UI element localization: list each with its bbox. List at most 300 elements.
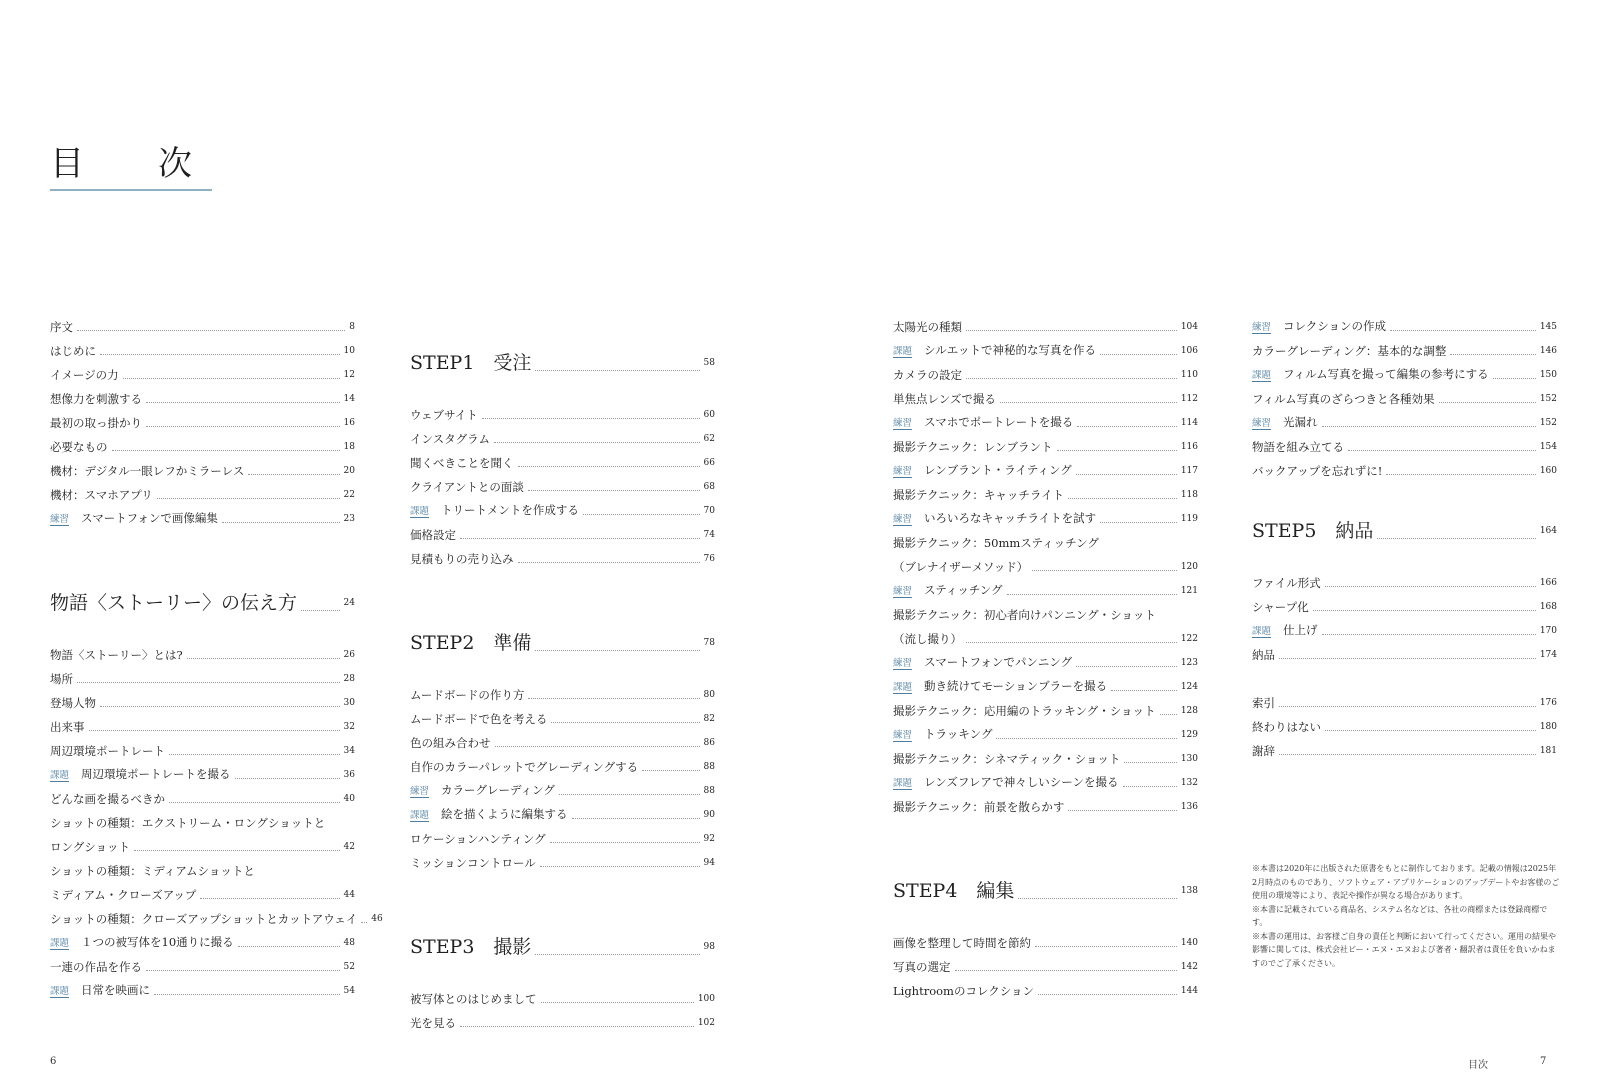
- toc-page-number: 88: [703, 762, 715, 772]
- toc-entry-text: ミディアム・クローズアップ: [50, 888, 197, 902]
- toc-page-number: 22: [343, 490, 355, 500]
- toc-entry-label: [1252, 623, 1318, 638]
- dot-leader: [1313, 610, 1536, 611]
- note-2: ※本書に記載されている商品名、システム名などは、各社の商標または登録商標です。: [1252, 904, 1548, 927]
- toc-section-heading: [410, 918, 715, 958]
- toc-entry: [410, 846, 715, 870]
- toc-entry-text: STEP4 編集: [893, 880, 1015, 902]
- toc-entry: [893, 430, 1198, 454]
- toc-entry-label: [893, 560, 1028, 574]
- toc-entry-text: 索引: [1252, 696, 1275, 710]
- toc-entry: [410, 798, 715, 822]
- toc-entry: [410, 726, 715, 750]
- toc-entry-text: 物語を組み立てる: [1252, 440, 1344, 454]
- toc-entry-label: [1252, 440, 1344, 454]
- toc-page-number: 28: [343, 674, 355, 684]
- toc-entry-label: [410, 712, 547, 726]
- toc-entry-label: [1252, 648, 1275, 662]
- dot-leader: [1038, 994, 1177, 995]
- toc-entry-text: 太陽光の種類: [893, 320, 962, 334]
- toc-entry-label: [50, 320, 73, 334]
- toc-section-heading: [1252, 502, 1557, 542]
- toc-entry: [893, 950, 1198, 974]
- toc-entry-label: [50, 392, 142, 406]
- toc-entry: [50, 686, 355, 710]
- toc-entry: [50, 406, 355, 430]
- toc-entry-label: [50, 888, 196, 902]
- toc-entry: [50, 734, 355, 758]
- toc-column-2: [410, 310, 715, 1030]
- toc-entry: [50, 926, 355, 950]
- dot-leader: [1124, 762, 1176, 763]
- toc-entry: [410, 822, 715, 846]
- dot-leader: [134, 850, 340, 851]
- toc-entry-label: [50, 792, 165, 806]
- toc-page-number: 180: [1539, 722, 1557, 732]
- dot-leader: [100, 354, 340, 355]
- toc-page-number: 30: [343, 698, 355, 708]
- toc-entry-label: [50, 696, 96, 710]
- toc-entry-text: Lightroomのコレクション: [893, 984, 1034, 998]
- toc-entry: [50, 806, 355, 830]
- dot-leader: [1390, 330, 1536, 331]
- exercise-badge: 課題: [1252, 370, 1272, 381]
- toc-entry-text: ロングショット: [50, 840, 131, 854]
- dot-leader: [1279, 706, 1536, 707]
- toc-page-number: 168: [1539, 602, 1557, 612]
- toc-page-number: 164: [1539, 526, 1557, 536]
- toc-page-number: 32: [343, 722, 355, 732]
- toc-page-number: 82: [703, 714, 715, 724]
- dot-leader: [518, 466, 700, 467]
- toc-entry: [1252, 310, 1557, 334]
- toc-entry: [893, 694, 1198, 718]
- dot-leader: [541, 1002, 694, 1003]
- spacer: [410, 958, 715, 982]
- toc-entry: [50, 878, 355, 902]
- toc-entry: [1252, 334, 1557, 358]
- dot-leader: [528, 698, 699, 699]
- toc-entry-label: [50, 440, 108, 454]
- toc-entry: [50, 782, 355, 806]
- toc-entry-label: [410, 688, 524, 702]
- toc-entry-text: レンズフレアで神々しいシーンを撮る: [924, 775, 1119, 789]
- toc-page-number: 123: [1180, 658, 1198, 668]
- toc-entry-text: 一連の作品を作る: [50, 960, 142, 974]
- toc-entry-label: [893, 655, 1072, 670]
- toc-entry: [410, 494, 715, 518]
- toc-entry-text: 色の組み合わせ: [410, 736, 491, 750]
- toc-entry-text: トリートメントを作成する: [441, 503, 579, 517]
- dot-leader: [1325, 730, 1536, 731]
- toc-entry-label: [410, 807, 568, 822]
- toc-page-number: 132: [1180, 778, 1198, 788]
- toc-entry-label: [410, 503, 579, 518]
- spacer: [1252, 478, 1557, 502]
- dot-leader: [1386, 474, 1535, 475]
- toc-entry-text: 日常を映画に: [81, 983, 151, 997]
- toc-page-number: 130: [1180, 754, 1198, 764]
- toc-page-number: 102: [697, 1018, 715, 1028]
- toc-entry-text: 絵を描くように編集する: [441, 807, 568, 821]
- toc-entry: [1252, 566, 1557, 590]
- toc-entry-label: [410, 1016, 456, 1030]
- toc-entry-label: [893, 343, 1096, 358]
- dot-leader: [540, 866, 700, 867]
- toc-entry-text: クライアントとの面談: [410, 480, 524, 494]
- toc-entry: [893, 974, 1198, 998]
- toc-entry-label: [1252, 392, 1435, 406]
- toc-entry-text: 被写体とのはじめまして: [410, 992, 537, 1006]
- toc-entry: [1252, 710, 1557, 734]
- toc-entry-label: [893, 880, 1014, 902]
- toc-entry-label: [1252, 520, 1373, 542]
- toc-entry-text: （流し撮り）: [893, 632, 962, 646]
- toc-page-number: 16: [343, 418, 355, 428]
- toc-entry: [410, 422, 715, 446]
- toc-entry-label: [50, 488, 153, 502]
- toc-entry: [410, 678, 715, 702]
- dot-leader: [642, 770, 699, 771]
- toc-entry-label: [1252, 720, 1321, 734]
- toc-entry-text: イメージの力: [50, 368, 119, 382]
- toc-entry-text: 単焦点レンズで撮る: [893, 392, 996, 406]
- toc-entry: [1252, 590, 1557, 614]
- toc-entry: [50, 502, 355, 526]
- toc-entry: [410, 982, 715, 1006]
- dot-leader: [550, 842, 700, 843]
- toc-entry-text: ファイル形式: [1252, 576, 1321, 590]
- toc-entry-label: [50, 912, 357, 926]
- dot-leader: [1160, 714, 1177, 715]
- toc-entry: [893, 926, 1198, 950]
- toc-page-number: 128: [1180, 706, 1198, 716]
- toc-entry-label: [50, 864, 255, 878]
- toc-page-number: 34: [343, 746, 355, 756]
- toc-entry-text: 仕上げ: [1283, 623, 1318, 637]
- toc-entry-text: 機材：デジタル一眼レフかミラーレス: [50, 464, 245, 478]
- toc-entry: [893, 358, 1198, 382]
- spacer: [893, 902, 1198, 926]
- dot-leader: [112, 450, 340, 451]
- toc-entry-label: [410, 408, 478, 422]
- toc-entry-text: 光を見る: [410, 1016, 456, 1030]
- dot-leader: [301, 610, 340, 611]
- toc-entry-label: [410, 936, 531, 958]
- toc-page-number: 181: [1539, 746, 1557, 756]
- exercise-badge: 練習: [893, 466, 913, 477]
- toc-page-number: 124: [1180, 682, 1198, 692]
- toc-entry-text: 必要なもの: [50, 440, 108, 454]
- dot-leader: [535, 650, 699, 651]
- toc-entry: [1252, 406, 1557, 430]
- toc-entry-text: ショットの種類：エクストリーム・ロングショットと: [50, 816, 326, 830]
- toc-entry: [50, 950, 355, 974]
- dot-leader: [146, 426, 340, 427]
- toc-entry: [1252, 358, 1557, 382]
- toc-entry-text: インスタグラム: [410, 432, 491, 446]
- toc-page-number: 136: [1180, 802, 1198, 812]
- toc-entry-label: [50, 744, 165, 758]
- dot-leader: [494, 442, 700, 443]
- toc-page-number: 129: [1180, 730, 1198, 740]
- toc-entry: [410, 542, 715, 566]
- notes: [1252, 862, 1560, 970]
- toc-entry: [893, 670, 1198, 694]
- toc-page-number: 62: [703, 434, 715, 444]
- page-number-right: 7: [1540, 1056, 1547, 1067]
- toc-entry-label: [893, 392, 996, 406]
- toc-entry: [1252, 430, 1557, 454]
- toc-entry-label: [50, 368, 119, 382]
- toc-entry: [50, 454, 355, 478]
- toc-entry-label: [410, 783, 555, 798]
- dot-leader: [1068, 498, 1177, 499]
- toc-entry-label: [50, 648, 183, 662]
- toc-column-1: [50, 310, 383, 998]
- dot-leader: [955, 970, 1177, 971]
- toc-page-number: 74: [703, 530, 715, 540]
- dot-leader: [77, 330, 345, 331]
- toc-entry: [1252, 734, 1557, 758]
- toc-entry-label: [1252, 744, 1275, 758]
- toc-page-number: 26: [343, 650, 355, 660]
- toc-page-number: 154: [1539, 442, 1557, 452]
- toc-entry-text: ウェブサイト: [410, 408, 478, 422]
- toc-entry-text: 撮影テクニック：レンブラント: [893, 440, 1053, 454]
- toc-entry-label: [893, 415, 1073, 430]
- dot-leader: [1348, 450, 1536, 451]
- toc-page-number: 119: [1180, 514, 1198, 524]
- toc-page-number: 120: [1180, 562, 1198, 572]
- dot-leader: [996, 738, 1176, 739]
- toc-entry: [50, 638, 355, 662]
- dot-leader: [966, 642, 1177, 643]
- toc-page-number: 54: [343, 986, 355, 996]
- toc-entry: [1252, 454, 1557, 478]
- spacer: [893, 814, 1198, 862]
- toc-page-number: 100: [697, 994, 715, 1004]
- dot-leader: [1279, 658, 1536, 659]
- toc-entry: [410, 470, 715, 494]
- dot-leader: [1377, 538, 1535, 539]
- dot-leader: [1450, 354, 1535, 355]
- toc-page-number: 116: [1180, 442, 1198, 452]
- toc-entry: [410, 750, 715, 774]
- toc-entry: [50, 710, 355, 734]
- toc-entry-text: ミッションコントロール: [410, 856, 536, 870]
- toc-entry: [410, 1006, 715, 1030]
- toc-entry: [50, 310, 355, 334]
- toc-entry-text: 撮影テクニック：キャッチライト: [893, 488, 1065, 502]
- toc-entry-text: 動き続けてモーションブラーを撮る: [924, 679, 1108, 693]
- toc-entry-label: [1252, 576, 1321, 590]
- dot-leader: [1123, 786, 1177, 787]
- toc-entry-text: STEP2 準備: [410, 632, 532, 654]
- toc-entry: [893, 406, 1198, 430]
- dot-leader: [528, 490, 700, 491]
- toc-page-number: 78: [703, 638, 715, 648]
- toc-page-number: 88: [703, 786, 715, 796]
- dot-leader: [1322, 634, 1536, 635]
- toc-page-number: 14: [343, 394, 355, 404]
- dot-leader: [100, 706, 340, 707]
- toc-entry: [893, 574, 1198, 598]
- dot-leader: [235, 778, 340, 779]
- toc-entry-text: スティッチング: [924, 583, 1003, 597]
- dot-leader: [495, 746, 700, 747]
- toc-entry-text: レンブラント・ライティング: [924, 463, 1072, 477]
- toc-entry-text: 納品: [1252, 648, 1275, 662]
- dot-leader: [361, 922, 367, 923]
- dot-leader: [1322, 426, 1536, 427]
- toc-entry-text: 画像を整理して時間を節約: [893, 936, 1031, 950]
- toc-entry-label: [50, 983, 150, 998]
- toc-entry-label: [50, 960, 142, 974]
- dot-leader: [559, 794, 700, 795]
- toc-entry-text: ロケーションハンティング: [410, 832, 546, 846]
- toc-entry-label: [893, 463, 1072, 478]
- exercise-badge: 練習: [893, 586, 913, 597]
- toc-page-number: 146: [1539, 346, 1557, 356]
- toc-entry-text: STEP1 受注: [410, 352, 532, 374]
- toc-entry-text: 物語〈ストーリー〉とは?: [50, 648, 183, 662]
- toc-entry-label: [410, 552, 514, 566]
- toc-entry-label: [893, 960, 951, 974]
- toc-entry: [893, 382, 1198, 406]
- toc-entry-label: [50, 511, 218, 526]
- toc-entry-text: 登場人物: [50, 696, 96, 710]
- toc-page-number: 110: [1180, 370, 1198, 380]
- toc-page-number: 152: [1539, 394, 1557, 404]
- toc-entry-label: [893, 488, 1064, 502]
- toc-entry-text: （ブレナイザーメソッド）: [893, 560, 1029, 574]
- toc-entry-text: 出来事: [50, 720, 85, 734]
- toc-entry-text: 聞くべきことを聞く: [410, 456, 514, 470]
- toc-entry: [50, 382, 355, 406]
- toc-entry: [893, 550, 1198, 574]
- toc-entry-label: [893, 775, 1119, 790]
- toc-entry: [410, 702, 715, 726]
- dot-leader: [169, 754, 340, 755]
- toc-page-number: 42: [343, 842, 355, 852]
- toc-page-number: 174: [1539, 650, 1557, 660]
- toc-entry-text: 光漏れ: [1283, 415, 1318, 429]
- dot-leader: [1076, 666, 1177, 667]
- toc-entry-text: シャープ化: [1252, 600, 1309, 614]
- toc-page-number: 23: [343, 514, 355, 524]
- toc-page-number: 46: [371, 914, 383, 924]
- dot-leader: [572, 818, 700, 819]
- dot-leader: [154, 994, 340, 995]
- toc-entry: [893, 598, 1198, 622]
- toc-page-number: 138: [1180, 886, 1198, 896]
- dot-leader: [966, 330, 1177, 331]
- dot-leader: [482, 418, 700, 419]
- note-3: ※本書の運用は、お客様ご自身の責任と判断において行ってください。運用の結果や影響に関しては、株式会社ビー・エヌ・エヌおよび著者・翻訳者は責任を負いかねますのでご了承ください。: [1252, 931, 1556, 968]
- toc-page-number: 170: [1539, 626, 1557, 636]
- toc-entry-label: [50, 592, 297, 614]
- toc-entry: [50, 974, 355, 998]
- toc-entry-label: [1252, 344, 1446, 358]
- exercise-badge: 課題: [410, 810, 430, 821]
- dot-leader: [1007, 594, 1177, 595]
- toc-entry-text: STEP5 納品: [1252, 520, 1374, 542]
- toc-entry: [893, 742, 1198, 766]
- spacer: [410, 566, 715, 614]
- toc-page-number: 98: [703, 942, 715, 952]
- dot-leader: [1018, 898, 1176, 899]
- toc-page-number: 60: [703, 410, 715, 420]
- dot-leader: [1076, 474, 1177, 475]
- exercise-badge: 練習: [893, 514, 913, 525]
- toc-entry-text: １つの被写体を10通りに撮る: [81, 935, 234, 949]
- exercise-badge: 課題: [1252, 626, 1272, 637]
- toc-page-number: 152: [1539, 418, 1557, 428]
- toc-page-number: 160: [1539, 466, 1557, 476]
- toc-entry-label: [1252, 600, 1309, 614]
- toc-page-number: 90: [703, 810, 715, 820]
- toc-page-number: 44: [343, 890, 355, 900]
- toc-entry: [50, 430, 355, 454]
- toc-entry-text: 見積もりの売り込み: [410, 552, 514, 566]
- toc-column-3: [893, 310, 1198, 998]
- dot-leader: [1100, 354, 1177, 355]
- toc-entry-label: [410, 528, 456, 542]
- toc-page-number: 24: [343, 598, 355, 608]
- toc-section-heading: [410, 614, 715, 654]
- toc-entry-text: 場所: [50, 672, 73, 686]
- toc-entry: [893, 790, 1198, 814]
- exercise-badge: 練習: [893, 730, 913, 741]
- toc-entry-text: ショットの種類：ミディアムショットと: [50, 864, 255, 878]
- toc-entry: [893, 622, 1198, 646]
- toc-entry-text: スマホでポートレートを撮る: [924, 415, 1074, 429]
- toc-entry-label: [1252, 367, 1489, 382]
- toc-entry: [893, 766, 1198, 790]
- toc-entry-text: バックアップを忘れずに!: [1252, 464, 1383, 478]
- exercise-badge: 課題: [893, 346, 913, 357]
- toc-page-number: 106: [1180, 346, 1198, 356]
- dot-leader: [535, 954, 699, 955]
- dot-leader: [460, 538, 700, 539]
- toc-entry-text: ムードボードの作り方: [410, 688, 525, 702]
- toc-entry-text: 序文: [50, 320, 73, 334]
- toc-entry-text: 機材：スマホアプリ: [50, 488, 153, 502]
- toc-page-number: 144: [1180, 986, 1198, 996]
- toc-entry: [1252, 686, 1557, 710]
- spacer: [410, 310, 715, 334]
- toc-entry: [893, 502, 1198, 526]
- toc-page-number: 40: [343, 794, 355, 804]
- toc-entry-text: どんな画を撮るべきか: [50, 792, 165, 806]
- toc-page-number: 12: [343, 370, 355, 380]
- toc-entry-label: [50, 464, 244, 478]
- toc-entry: [50, 334, 355, 358]
- page-title: 目 次: [50, 136, 212, 191]
- toc-entry: [1252, 638, 1557, 662]
- toc-entry-text: 終わりはない: [1252, 720, 1321, 734]
- dot-leader: [460, 1026, 694, 1027]
- exercise-badge: 練習: [893, 658, 913, 669]
- exercise-badge: 練習: [1252, 418, 1272, 429]
- toc-section-heading: [410, 334, 715, 374]
- dot-leader: [89, 730, 340, 731]
- toc-entry: [410, 518, 715, 542]
- toc-entry-label: [50, 672, 73, 686]
- dot-leader: [123, 378, 340, 379]
- dot-leader: [1325, 586, 1536, 587]
